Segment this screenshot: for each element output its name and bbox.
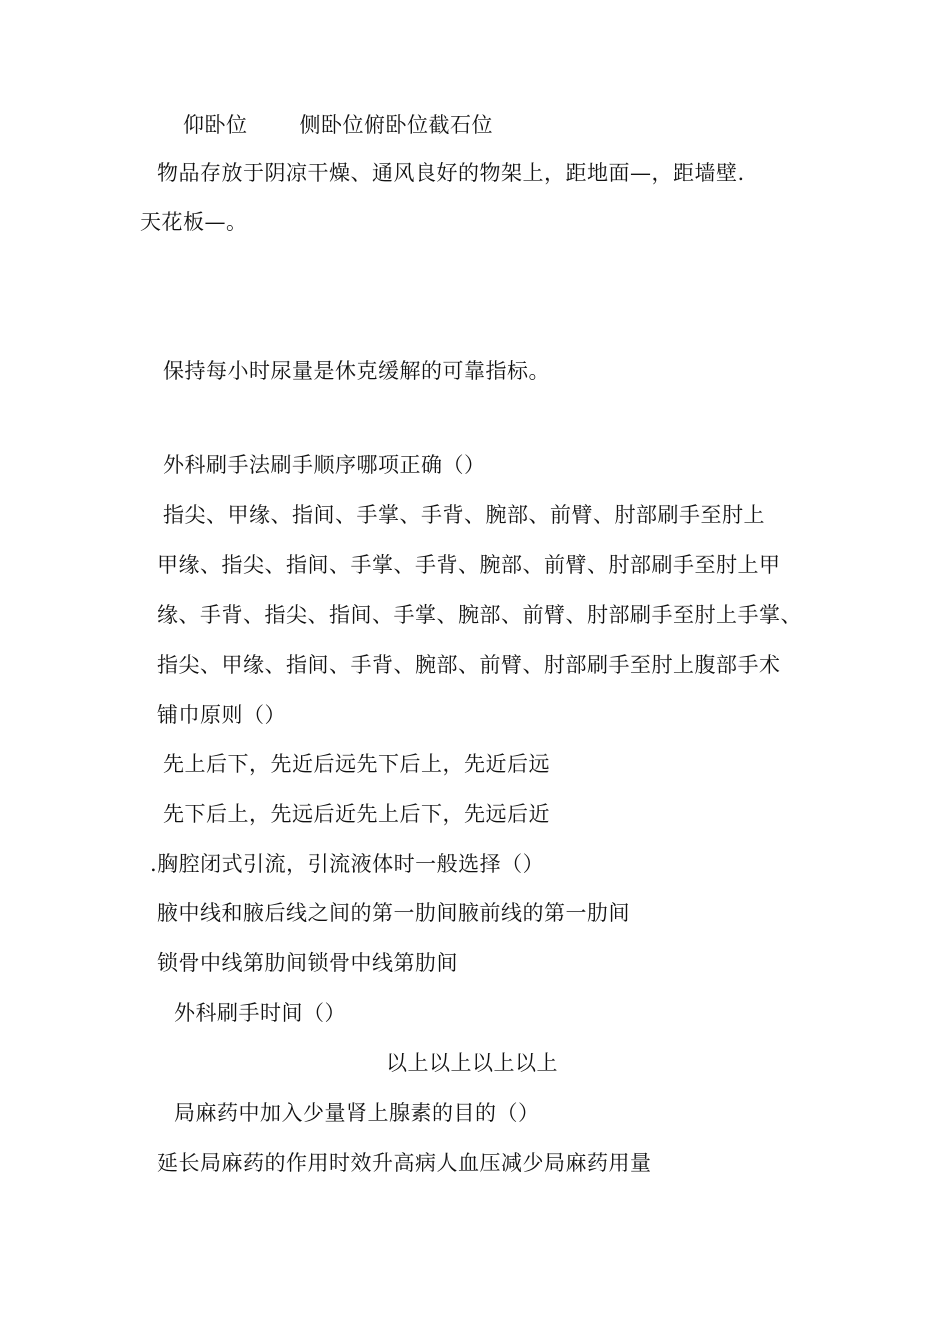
text-line-part: 侧卧位俯卧位截石位 [299,113,493,137]
answer-line: 锁骨中线第肋间锁骨中线第肋间 [157,951,458,975]
answer-line: 指尖、甲缘、指间、手掌、手背、腕部、前臂、肘部刷手至肘上 [163,503,765,527]
answer-line: 先下后上，先远后近先上后下，先远后近 [163,802,550,826]
text-line-part: 仰卧位 [183,113,248,137]
question-line: .胸腔闭式引流，引流液体时一般选择（） [150,852,545,876]
answer-line: 缘、手背、指尖、指间、手掌、腕部、前臂、肘部刷手至肘上手掌、 [157,603,802,627]
answer-line: 腋中线和腋后线之间的第一肋间腋前线的第一肋间 [157,901,630,925]
text-line [183,111,493,139]
answer-line: 延长局麻药的作用时效升高病人血压减少局麻药用量 [157,1151,652,1175]
question-line: 外科刷手法刷手顺序哪项正确（） [163,453,486,477]
question-line: 外科刷手时间（） [174,1001,346,1025]
text-line: 物品存放于阴凉干燥、通风良好的物架上，距地面—，距墙壁. [157,161,745,185]
question-line: 铺巾原则（） [157,703,286,727]
question-line: 局麻药中加入少量肾上腺素的目的（） [174,1101,540,1125]
text-line: 保持每小时尿量是休克缓解的可靠指标。 [163,359,550,383]
answer-line: 指尖、甲缘、指间、手背、腕部、前臂、肘部刷手至肘上腹部手术 [157,653,781,677]
answer-line: 甲缘、指尖、指间、手掌、手背、腕部、前臂、肘部刷手至肘上甲 [157,553,781,577]
answer-line: 先上后下，先近后远先下后上，先近后远 [163,752,550,776]
answer-line: 以上以上以上以上 [386,1051,558,1075]
text-line: 天花板—。 [140,210,248,234]
